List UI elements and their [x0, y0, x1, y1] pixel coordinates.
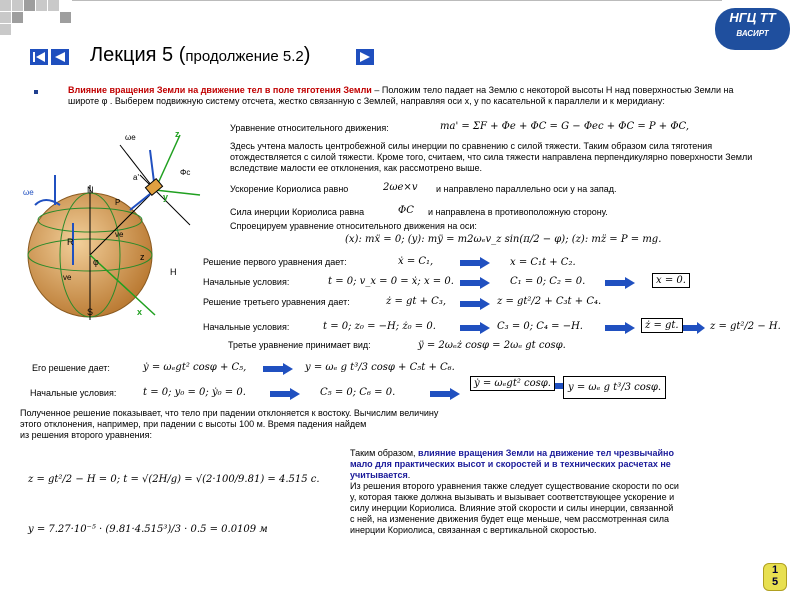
- its-sol-label: Его решение дает:: [32, 363, 110, 373]
- label-y: y: [163, 192, 169, 202]
- bullet: [34, 90, 38, 94]
- label-ve2: ve: [63, 273, 72, 282]
- logo-subtext: ВАСИРТ: [736, 29, 769, 38]
- projections-formula: (x): mẍ = 0; (y): mÿ = m2ωₑv_z sin(π/2 − φ); (z): mz̈ = P = mg.: [345, 234, 662, 245]
- label-Phi: Φc: [180, 168, 191, 177]
- sol3-f1: ż = gt + C₃,: [386, 296, 446, 307]
- page-title: [90, 44, 310, 67]
- sol1-f1: ẋ = C₁,: [398, 256, 434, 267]
- label-S: S: [87, 307, 94, 317]
- eq-rel-label: Уравнение относительного движения:: [230, 123, 389, 133]
- ic3-result2: z = gt²/2 − H.: [710, 321, 781, 332]
- title-sub: продолжение 5.2: [185, 48, 304, 65]
- title-close: ): [303, 44, 311, 66]
- conclusion-rest: . Из решения второго уравнения также следует существование скорости по оси y, которая также должна вызывать и вызывает соответствующее ускорение и силу инерции Кориолиса. Влияние этой скорости и силы инерции, связанной с ней, на изменение движения будет еще меньше, чем рассмотренная сила инерции Кориолиса, связанная с вертикальной скоростью.: [350, 470, 679, 535]
- page-number-badge: 1 5: [763, 563, 787, 591]
- ic1-result: x = 0.: [652, 273, 690, 288]
- sol1-f2: x = C₁t + C₂.: [510, 257, 576, 268]
- arrow-icon: [270, 388, 300, 400]
- calc1-formula: z = gt²/2 − H = 0; t = √(2H/g) = √(2·100/9.81) = 4.515 с.: [28, 474, 320, 485]
- project-label: Спроецируем уравнение относительного движения на оси:: [230, 221, 477, 231]
- conclusion-bold: влияние вращения Земли на движение тел чрезвычайно мало для практических высот и скоростей и в технических расчетах не учитывается: [350, 448, 674, 480]
- deco-square: [24, 0, 35, 11]
- label-a: a': [133, 173, 139, 182]
- arrow-icon: [263, 363, 293, 375]
- title-main: Лекция 5 (: [90, 44, 186, 66]
- label-N: N: [87, 185, 94, 195]
- label-z2: z: [140, 252, 145, 262]
- arrow-icon: [430, 388, 460, 400]
- third-eq: ÿ = 2ωₑż cosφ = 2ωₑ gt cosφ.: [418, 340, 566, 351]
- deco-square: [36, 0, 47, 11]
- ic4-label: Начальные условия:: [30, 388, 117, 398]
- its-sol-f1: ẏ = ωₑgt² cosφ + C₅,: [143, 362, 247, 373]
- arrow-icon: [460, 277, 490, 289]
- sol1-label: Решение первого уравнения дает:: [203, 257, 347, 267]
- deco-square: [0, 24, 11, 35]
- first-slide-button[interactable]: [30, 49, 48, 65]
- label-z: z: [175, 129, 180, 139]
- sol3-f2: z = gt²/2 + C₃t + C₄.: [497, 296, 602, 307]
- third-label: Третье уравнение принимает вид:: [228, 340, 371, 350]
- arrow-icon: [460, 257, 490, 269]
- eq-rel-formula: ma' = ΣF + Φe + ΦC = G − Φec + ΦC = P + ΦC,: [440, 121, 690, 132]
- deco-square: [0, 12, 11, 23]
- label-R: R: [67, 237, 74, 247]
- ic3-label: Начальные условия:: [203, 322, 290, 332]
- arrow-icon: [605, 277, 635, 289]
- label-we: ωe: [23, 188, 34, 197]
- logo: [715, 8, 790, 50]
- arrow-icon: [605, 322, 635, 334]
- label-phi: φ: [93, 257, 99, 267]
- next-slide-button[interactable]: [356, 49, 374, 65]
- calc2-formula: y = 7.27·10⁻⁵ · (9.81·4.515³)/3 · 0.5 = 0.0109 м: [28, 524, 268, 535]
- deco-square: [60, 12, 71, 23]
- deco-square: [12, 12, 23, 23]
- ic3-f1: t = 0; z₀ = −H; ż₀ = 0.: [323, 321, 436, 332]
- earth-diagram: [15, 115, 215, 330]
- coriolis-force-rest: и направлена в противоположную сторону.: [428, 207, 608, 217]
- ic4-result2: y = ωₑ g t³/3 cosφ.: [563, 376, 666, 399]
- intro-text: [68, 85, 748, 107]
- arrow-icon: [460, 298, 490, 310]
- arrow-icon: [683, 322, 705, 334]
- ic1-f1: t = 0; v_x = 0 = ẋ; x = 0.: [328, 276, 454, 287]
- ic4-result: ẏ = ωₑgt² cosφ.: [470, 376, 555, 391]
- label-ve: ve: [115, 230, 124, 239]
- coriolis-acc-formula: 2ωe×v: [383, 182, 418, 193]
- label-P: P: [115, 198, 121, 207]
- prev-slide-button[interactable]: [51, 49, 69, 65]
- its-sol-f2: y = ωₑ g t³/3 cosφ + C₅t + C₆.: [305, 362, 455, 373]
- deco-square: [0, 0, 11, 11]
- coriolis-force-formula: ΦC: [398, 205, 414, 216]
- sol3-label: Решение третьего уравнения дает:: [203, 297, 350, 307]
- ic4-f1: t = 0; y₀ = 0; ẏ₀ = 0.: [143, 387, 246, 398]
- coriolis-force-label: Сила инерции Кориолиса равна: [230, 207, 365, 217]
- label-H: H: [170, 267, 177, 277]
- label-we2: ωe: [125, 133, 136, 142]
- ic1-label: Начальные условия:: [203, 277, 290, 287]
- arrow-icon: [460, 322, 490, 334]
- coriolis-acc-label: Ускорение Кориолиса равно: [230, 184, 349, 194]
- note-text: Здесь учтена малость центробежной силы инерции по сравнению с силой тяжести. Таким образом сила тяготения отождествляется с силой тяжести. Кроме того, считаем, что сила тяжести направлена перпендикулярно поверхности Земли вследствие малости ее отклонения, как рассмотрено выше.: [230, 141, 753, 173]
- ic3-f2: C₃ = 0; C₄ = −H.: [497, 321, 583, 332]
- deco-square: [48, 0, 59, 11]
- intro-bold: Влияние вращения Земли на движение тел в поле тяготения Земли: [68, 85, 372, 95]
- ic3-result: ż = gt.: [641, 318, 683, 333]
- ic1-f2: C₁ = 0; C₂ = 0.: [510, 276, 586, 287]
- ic4-f2: C₅ = 0; C₆ = 0.: [320, 387, 396, 398]
- deco-square: [12, 0, 23, 11]
- label-x: x: [137, 307, 143, 317]
- conclusion-text: [350, 448, 680, 536]
- result-text: Полученное решение показывает, что тело при падении отклоняется к востоку. Вычислим величину этого отклонения, например, при падении с высоты 100 м. Время падения найдем из решения второго уравнения:: [20, 408, 439, 440]
- coriolis-acc-rest: и направлено параллельно оси y на запад.: [436, 184, 617, 194]
- top-rule: [72, 0, 722, 1]
- intro-rest: – Положим тело падает на Землю с некоторой высоты H над поверхностью Земли на широте φ . Выберем подвижную систему отсчета, жестко связанную с Землей, направляя оси x, y по касательной к параллели и к меридиану:: [68, 85, 734, 106]
- logo-text: НГЦ ТТ: [729, 10, 776, 25]
- conclusion-lead: Таким образом,: [350, 448, 419, 458]
